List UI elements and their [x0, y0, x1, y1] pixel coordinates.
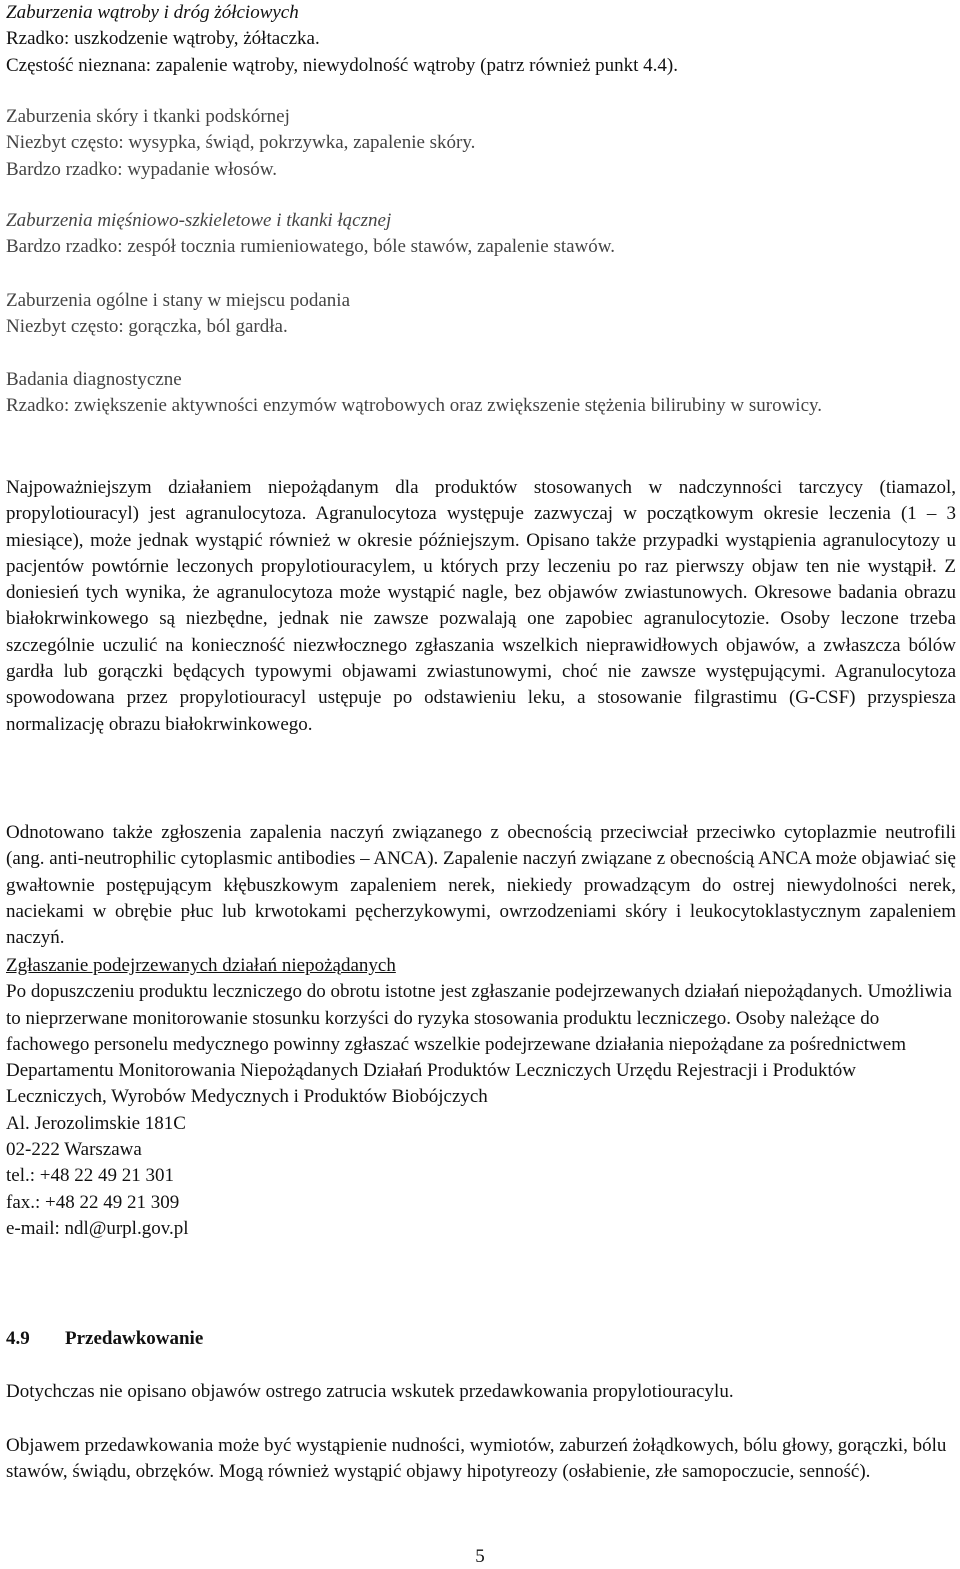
musculo-section [6, 208, 956, 261]
overdose-heading [6, 1326, 956, 1352]
reporting-section [6, 953, 956, 1242]
contact-tel: tel.: +48 22 49 21 301 [6, 1165, 174, 1187]
contact-fax: fax.: +48 22 49 21 309 [6, 1191, 180, 1213]
address-city: 02-222 Warszawa [6, 1139, 142, 1161]
page-number: 5 [475, 1546, 485, 1567]
skin-line-uncommon: Niezbyt często: wysypka, świąd, pokrzywka, zapalenie skóry. [6, 132, 476, 154]
overdose-section-title: Przedawkowanie [65, 1328, 204, 1349]
overdose-paragraph-1: Dotychczas nie opisano objawów ostrego zatrucia wskutek przedawkowania propylotiouracylu. [6, 1381, 734, 1402]
reporting-text: Po dopuszczeniu produktu leczniczego do obrotu istotne jest zgłaszanie podejrzewanych działań niepożądanych. Umożliwia to nieprzerwane monitorowanie stosunku korzyści do ryzyka stosowania produktu leczniczego. Osoby należące do fachowego personelu medycznego powinny zgłaszać wszelkie podejrzewane działania niepożądane za pośrednictwem Departamentu Monitorowania Niepożądanych Działań Produktów Leczniczych Urzędu Rejestracji i Produktów Leczniczych, Wyrobów Medycznych i Produktów Biobójczych [6, 981, 952, 1108]
contact-email: e-mail: ndl@urpl.gov.pl [6, 1217, 189, 1239]
liver-line-unknown: Częstość nieznana: zapalenie wątroby, niewydolność wątroby (patrz również punkt 4.4). [6, 54, 678, 76]
musculo-heading: Zaburzenia mięśniowo-szkieletowe i tkanki łącznej [6, 210, 392, 231]
general-section [6, 288, 956, 341]
general-heading: Zaburzenia ogólne i stany w miejscu podania [6, 290, 351, 311]
musculo-line-very-rare: Bardzo rzadko: zespół tocznia rumieniowatego, bóle stawów, zapalenie stawów. [6, 236, 616, 258]
overdose-paragraph-2: Objawem przedawkowania może być wystąpienie nudności, wymiotów, zaburzeń żołądkowych, bólu głowy, gorączki, bólu stawów, świądu, obrzęków. Mogą również wystąpić objawy hipotyreozy (osłabienie, złe samopoczucie, senność). [6, 1435, 947, 1483]
reporting-heading: Zgłaszanie podejrzewanych działań niepożądanych [6, 955, 396, 976]
diagnostic-section [6, 367, 956, 420]
liver-heading: Zaburzenia wątroby i dróg żółciowych [6, 2, 299, 23]
diagnostic-text: Rzadko: zwiększenie aktywności enzymów wątrobowych oraz zwiększenie stężenia bilirubiny w surowicy. [6, 395, 823, 417]
liver-section [6, 0, 956, 79]
skin-line-very-rare: Bardzo rzadko: wypadanie włosów. [6, 158, 278, 180]
liver-line-rare: Rzadko: uszkodzenie wątroby, żółtaczka. [6, 28, 320, 50]
diagnostic-heading: Badania diagnostyczne [6, 369, 182, 390]
agranulocytosis-paragraph: Najpoważniejszym działaniem niepożądanym dla produktów stosowanych w nadczynności tarczycy (tiamazol, propylotiouracyl) jest agranulocytoza. Agranulocytoza występuje zazwyczaj w początkowym okresie leczenia (1 – 3 miesiące), może jednak wystąpić również w okresie późniejszym. Opisano także przypadki wystąpienia agranulocytozy u pacjentów powtórnie leczonych propylotiouracylem, u których przy leczeniu po raz pierwszy objaw ten nie wystąpił. Z doniesień tych wynika, że agranulocytoza może wystąpić nagle, bez objawów zwiastunowych. Okresowe badania obrazu białokrwinkowego są niezbędne, jednak nie zawsze pozwalają one zapobiec agranulocytozie. Osoby leczone trzeba szczególnie uczulić na konieczność niezwłocznego zgłaszania wszelkich nieprawidłowych objawów, a zwłaszcza bólów gardła lub gorączki będących typowymi objawami zwiastunowymi, choć nie zawsze występującymi. Agranulocytoza spowodowana przez propylotiouracyl ustępuje po odstawieniu leku, a stosowanie filgrastimu (G-CSF) przyspiesza normalizację obrazu białokrwinkowego. [6, 477, 956, 735]
address-street: Al. Jerozolimskie 181C [6, 1112, 186, 1134]
skin-section [6, 104, 956, 183]
overdose-section-number: 4.9 [6, 1328, 30, 1349]
general-line-uncommon: Niezbyt często: gorączka, ból gardła. [6, 316, 288, 338]
skin-heading: Zaburzenia skóry i tkanki podskórnej [6, 106, 290, 127]
anca-paragraph: Odnotowano także zgłoszenia zapalenia naczyń związanego z obecnością przeciwciał przeciwko cytoplazmie neutrofili (ang. anti-neutrophilic cytoplasmic antibodies – ANCA). Zapalenie naczyń związane z obecnością ANCA może objawiać się gwałtownie postępującym kłębuszkowym zapaleniem nerek, niekiedy prowadzącym do ostrej niewydolności nerek, naciekami w obrębie płuc lub krwotokami pęcherzykowymi, owrzodzeniami skóry i leukocytoklastycznym zapaleniem naczyń. [6, 822, 956, 949]
